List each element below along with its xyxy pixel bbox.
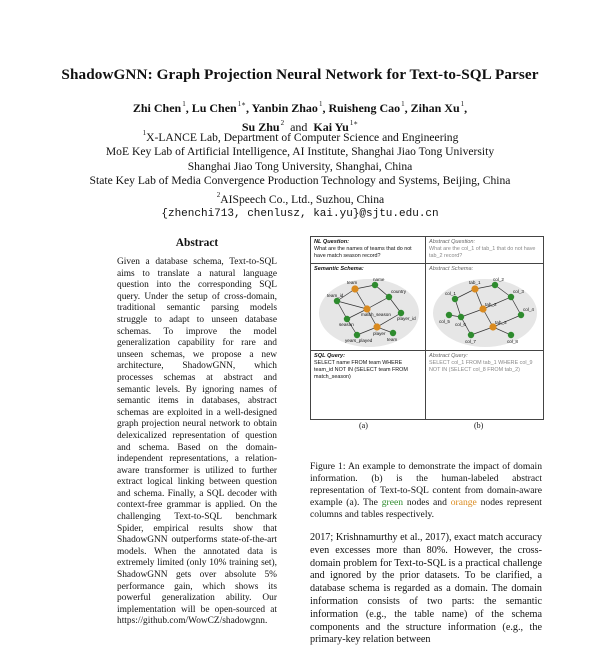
affiliation-4: State Key Lab of Media Convergence Production Technology and Systems, Beijing, China	[89, 173, 511, 187]
authors-line-1: Zhi Chen$^1$, Lu Chen$^{1∗}$, Yanbin Zhao$^1$, Ruisheng Cao$^1$, Zihan Xu$^1$,	[132, 100, 468, 115]
affiliation-1: X-LANCE Lab, Department of Computer Science and Engineering	[146, 131, 459, 144]
abstract-schema-label: Abstract Schema:	[429, 266, 474, 272]
abstract-question-panel: Abstract Question: What are the col_1 of tab_1 that do not have tab_2 record?	[429, 239, 536, 259]
author: Lu Chen$^{1∗}$	[191, 100, 246, 115]
semantic-schema-graph	[317, 275, 421, 349]
subfigure-b-label: (b)	[474, 421, 484, 430]
svg-text:col_3: col_3	[513, 289, 524, 294]
subfigure-a-label: (a)	[359, 421, 368, 430]
svg-text:col_2: col_2	[493, 277, 504, 282]
svg-text:tab_2: tab_2	[485, 302, 497, 307]
nl-question-panel: NL Question: What are the names of teams that do not have match season record?	[314, 239, 412, 259]
svg-text:years_played: years_played	[345, 338, 373, 343]
affiliation-5: AISpeech Co., Ltd., Suzhou, China	[220, 193, 385, 207]
paper-title: ShadowGNN: Graph Projection Neural Network for Text-to-SQL Parser	[61, 66, 539, 83]
svg-text:col_8: col_8	[507, 339, 518, 344]
svg-text:col_5: col_5	[439, 319, 450, 324]
svg-text:tab_3: tab_3	[495, 320, 507, 325]
semantic-schema-label: Semantic Schema:	[314, 266, 364, 272]
abstract-schema-graph	[431, 275, 539, 349]
and-word: and	[290, 120, 308, 134]
svg-text:tab_1: tab_1	[469, 280, 481, 285]
svg-text:col_1: col_1	[445, 291, 456, 296]
svg-text:match_season: match_season	[361, 312, 391, 317]
author: Su Zhu$^2$	[241, 119, 285, 134]
svg-text:col_4: col_4	[523, 307, 534, 312]
figure-caption: Figure 1: An example to demonstrate the impact of domain information. (b) is the human-labeled abstract representation of Text-to-SQL content from domain-aware example (a). The green nodes and orange nodes represent columns and tables respectively.	[310, 461, 542, 520]
affiliation-3: Shanghai Jiao Tong University, Shanghai, China	[187, 159, 413, 173]
svg-text:player_id: player_id	[397, 316, 416, 321]
abstract-query-panel: Abstract Query: SELECT col_1 FROM tab_1 WHERE col_9 NOT IN (SELECT col_8 FROM tab_2)	[429, 353, 533, 373]
svg-text:name: name	[373, 277, 385, 282]
author: Ruisheng Cao$^1$	[328, 100, 405, 115]
svg-text:team_id: team_id	[327, 293, 344, 298]
sql-query-panel: SQL Query: SELECT name FROM team WHERE team_id NOT IN (SELECT team FROM match_season)	[314, 353, 408, 380]
author: Kai $Yu^{1∗}$	[313, 119, 359, 134]
svg-text:team: team	[387, 337, 398, 342]
affiliations: $^1$X-LANCE Lab, Department of Computer Science and Engineering MoE Key Lab of Artificial Intelligence, AI Institute, Shanghai Jiao Tong University Shanghai Jiao Tong University, Shanghai, China State Key Lab of Media Convergence Production Technology and Systems, Beijing, China $^2$AISpeech Co., Ltd., Suzhou, China {zhenchi713, chenlusz, kai.yu}@sjtu.edu.cn	[0, 126, 600, 222]
affiliation-2: MoE Key Lab of Artificial Intelligence, AI Institute, Shanghai Jiao Tong University	[105, 145, 495, 159]
figure-1	[310, 236, 544, 420]
author: Zihan Xu$^1$	[410, 100, 465, 115]
svg-text:team: team	[347, 280, 358, 285]
svg-text:col_7: col_7	[465, 339, 476, 344]
svg-text:season: season	[339, 322, 354, 327]
author: Zhi Chen$^1$	[132, 100, 186, 115]
author-emails: {zhenchi713, chenlusz, kai.yu}@sjtu.edu.cn	[161, 208, 439, 221]
svg-text:country: country	[391, 289, 407, 294]
svg-text:col_6: col_6	[455, 322, 466, 327]
svg-text:player: player	[373, 331, 386, 336]
abstract-heading: Abstract	[175, 237, 219, 249]
abstract-text: Given a database schema, Text-to-SQL aims to translate a natural language question into the corresponding SQL query. Under the setup of cross-domain, traditional semantic parsing models struggle to adapt to unseen database schemas. To improve the model generalization capability for rare and unseen schemas, we propose a new architecture, ShadowGNN, which processes schemas at abstract and semantic levels. By ignoring names of semantic items in databases, abstract schemas are exploited in a well-designed graph projection neural network to obtain delexicalized representation of question and schema. Based on the domain-independent representations, a relation-aware transformer is utilized to further extract logical linking between question and schema. Finally, a SQL decoder with context-free grammar is applied. On the challenging Text-to-SQL benchmark Spider, empirical results show that ShadowGNN outperforms state-of-the-art models. When the annotated data is extremely limited (only 10% training set), ShadowGNN gets over absolute 5% performance gain, which shows its powerful generalization ability. Our implementation will be open-sourced at https://github.com/WowCZ/shadowgnn.	[117, 257, 277, 627]
author: Yanbin Zhao$^1$	[251, 100, 323, 115]
body-text-right: 2017; Krishnamurthy et al., 2017), exact match accuracy even excesses more than 80%. However, the cross-domain problem for Text-to-SQL is a practical challenge and ignored by the prior datasets. To be clarified, a database schema is regarded as a domain. The domain information consists of two parts: the semantic information (e.g., the table name) of the schema components and the structure information (e.g., the primary-key relation between	[310, 532, 542, 646]
